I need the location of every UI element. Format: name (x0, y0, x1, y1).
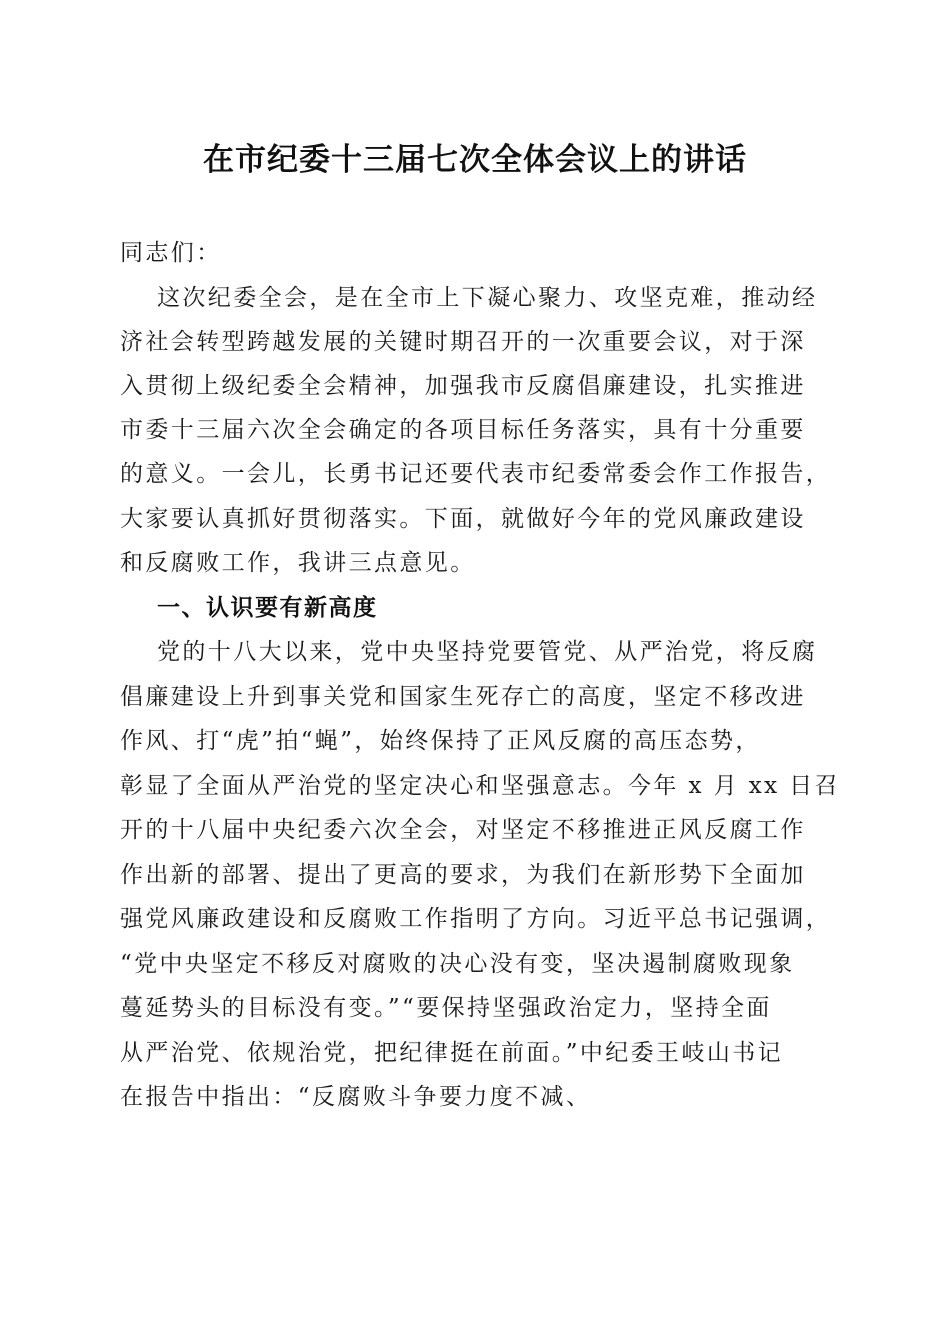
section-line-10: 从严治党、依规治党，把纪律挺在前面。”中纪委王岐山书记 (120, 1040, 784, 1066)
section-line-3: 作风、打“虎”拍“蝇”，始终保持了正风反腐的高压态势， (120, 728, 761, 754)
section-line-11: 在报告中指出：“反腐败斗争要力度不减、 (120, 1084, 592, 1110)
section-line-5: 开的十八届中央纪委六次全会，对坚定不移推进正风反腐工作 (120, 817, 806, 843)
section-line-8: “党中央坚定不移反对腐败的决心没有变，坚决遏制腐败现象 (120, 951, 795, 977)
intro-line-5: 的意义。一会儿，长勇书记还要代表市纪委常委会作工作报告， (120, 461, 832, 487)
section-line-9: 蔓延势头的目标没有变。”“要保持坚强政治定力，坚持全面 (120, 995, 772, 1021)
intro-line-3: 入贯彻上级纪委全会精神，加强我市反腐倡廉建设，扎实推进 (120, 373, 806, 399)
document-title: 在市纪委十三届七次全体会议上的讲话 (203, 142, 747, 178)
intro-line-1: 这次纪委全会，是在全市上下凝心聚力、攻坚克难，推动经 (157, 285, 818, 311)
intro-line-6: 大家要认真抓好贯彻落实。下面，就做好今年的党风廉政建设 (120, 506, 806, 532)
salutation: 同志们： (120, 240, 222, 266)
section-line-2: 倡廉建设上升到事关党和国家生死存亡的高度，坚定不移改进 (120, 684, 806, 710)
intro-line-7: 和反腐败工作，我讲三点意见。 (120, 550, 476, 576)
section-heading: 一、认识要有新高度 (157, 595, 378, 621)
section-line-7: 强党风廉政建设和反腐败工作指明了方向。习近平总书记强调， (120, 906, 832, 932)
section-line-1: 党的十八大以来，党中央坚持党要管党、从严治党，将反腐 (157, 639, 818, 665)
intro-line-4: 市委十三届六次全会确定的各项目标任务落实，具有十分重要 (120, 417, 806, 443)
section-line-6: 作出新的部署、提出了更高的要求，为我们在新形势下全面加 (120, 862, 806, 888)
section-line-4: 彰显了全面从严治党的坚定决心和坚强意志。今年 x 月 xx 日召 (120, 773, 840, 799)
intro-line-2: 济社会转型跨越发展的关键时期召开的一次重要会议，对于深 (120, 329, 806, 355)
